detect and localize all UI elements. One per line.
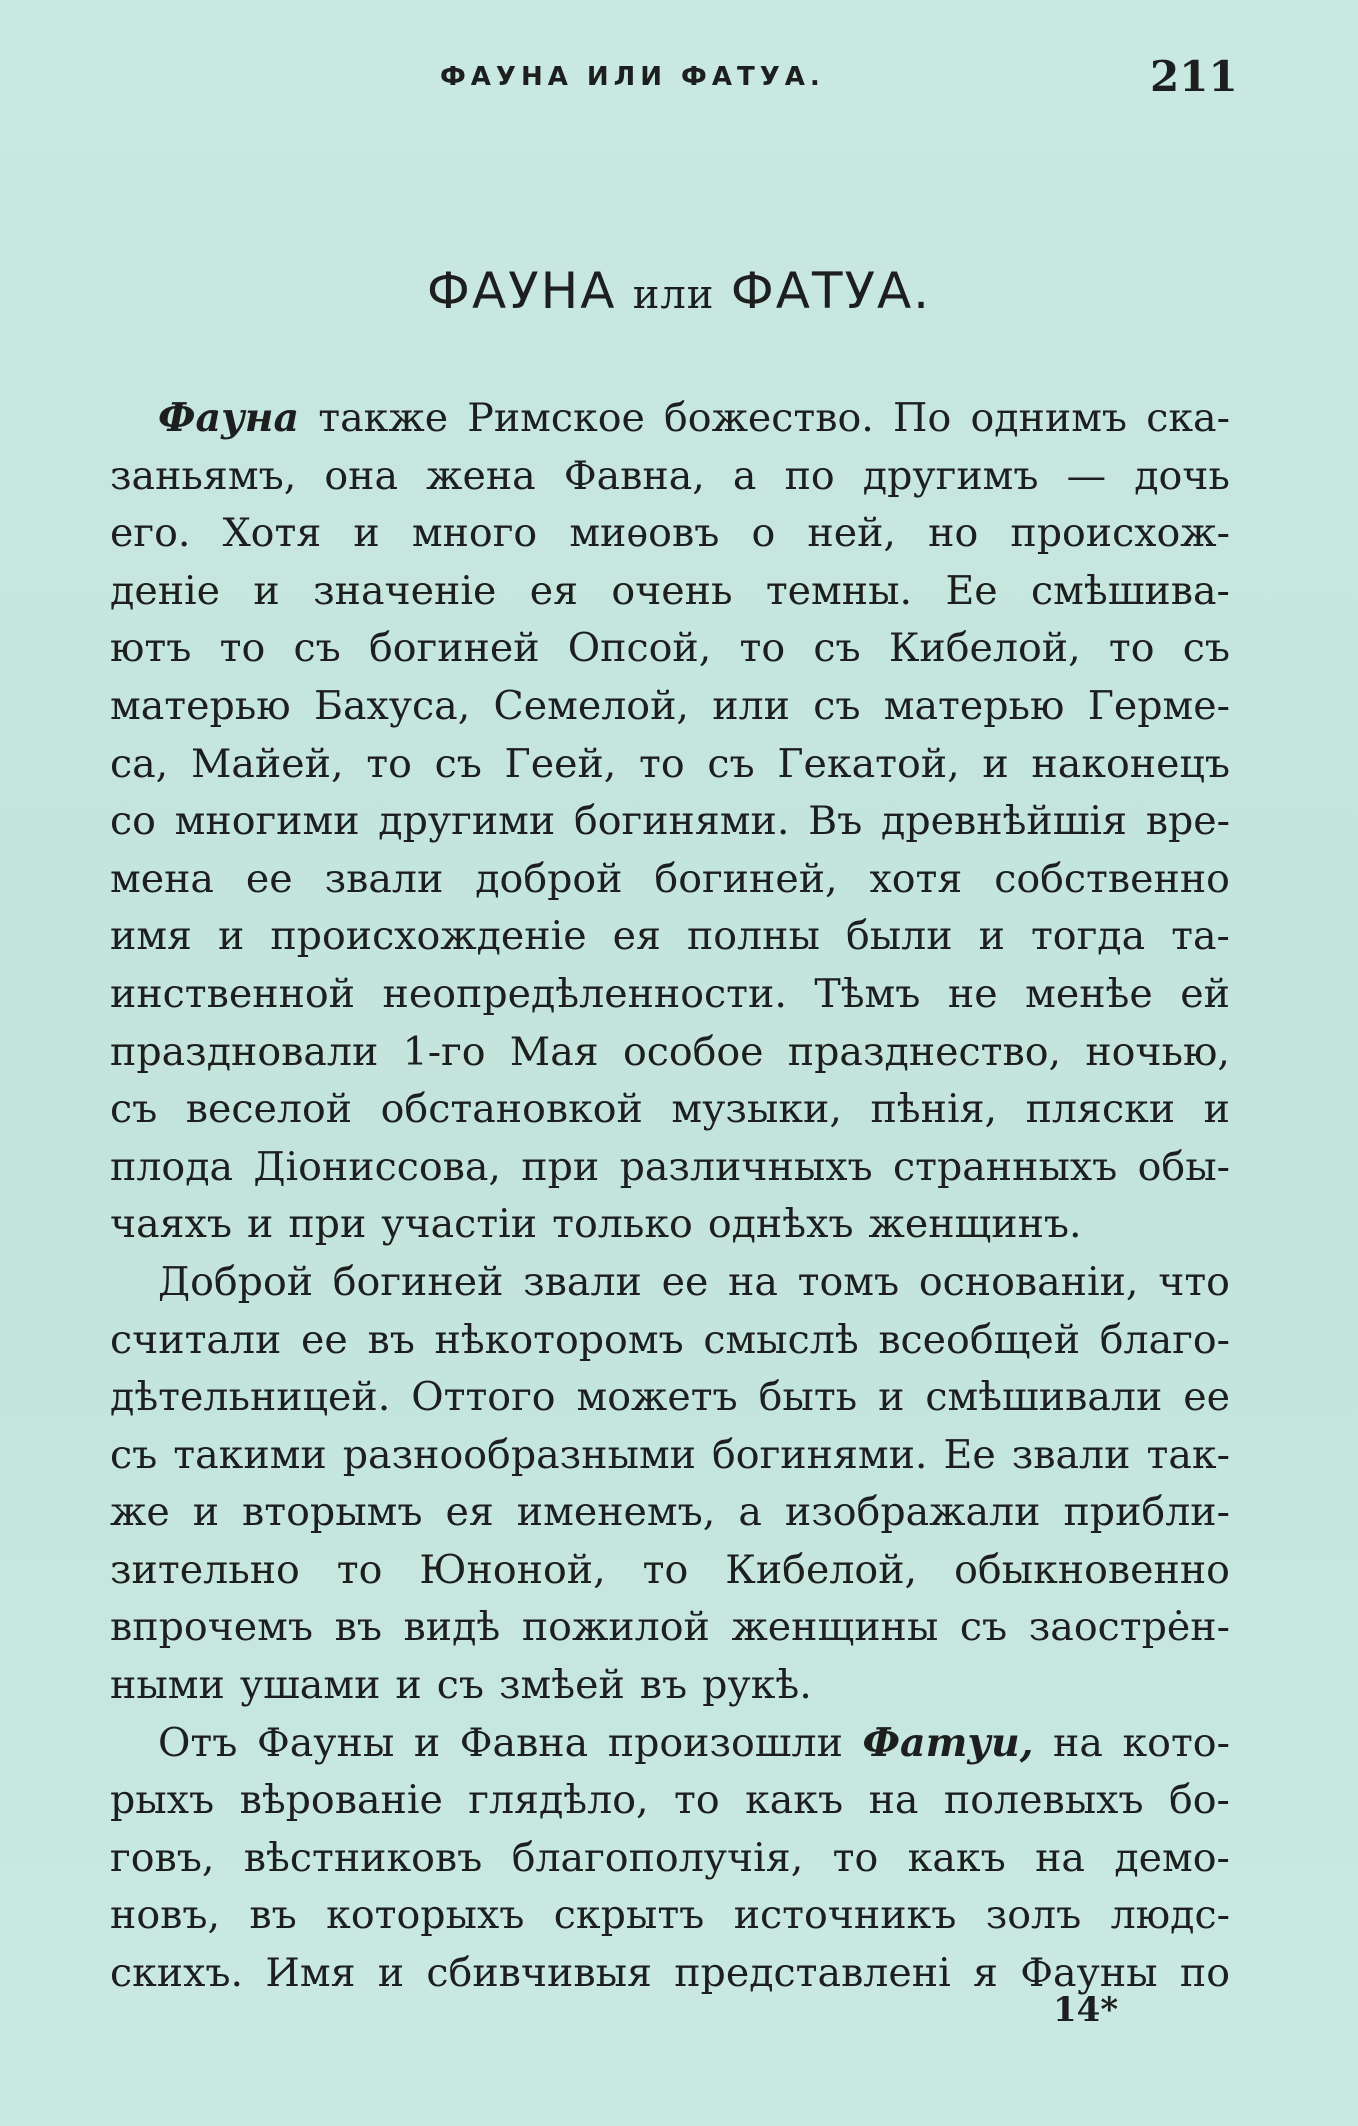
word: въ [249, 1892, 297, 1939]
word: Геей, [504, 740, 617, 787]
word: плода [110, 1143, 234, 1190]
word: изображали [784, 1489, 1041, 1536]
word: благополучія, [511, 1834, 804, 1881]
word: скихъ. [110, 1950, 244, 1997]
text-line [110, 1254, 1230, 1312]
word: богинями. [573, 798, 790, 845]
word: Опсой, [567, 625, 712, 672]
word: золъ [985, 1892, 1082, 1939]
word: Имя [265, 1950, 356, 1997]
word: звали [1011, 1431, 1131, 1478]
text-line [110, 908, 1230, 966]
word: съ [813, 625, 861, 672]
word: ными [110, 1662, 225, 1709]
word: участіи [381, 1201, 538, 1248]
word: тогда [1030, 913, 1146, 960]
word: я [973, 1950, 998, 1997]
word: то [366, 740, 412, 787]
word: на [868, 1777, 919, 1824]
word: не [947, 970, 998, 1017]
text-line [110, 851, 1230, 909]
word: богиней [332, 1258, 504, 1305]
word: та- [1171, 913, 1230, 960]
text-line [110, 966, 1230, 1024]
word: вторымъ [242, 1489, 423, 1536]
word: Отъ [158, 1719, 238, 1766]
word: Діониссова, [253, 1143, 501, 1190]
word: обы- [1137, 1143, 1230, 1190]
text-line [110, 620, 1230, 678]
word: Юноной, [419, 1546, 606, 1593]
word: собственно [994, 855, 1230, 902]
word: на [1053, 1719, 1103, 1766]
word: ее [661, 1258, 709, 1305]
title-part-2: ФАТУА. [730, 262, 932, 320]
word: также [318, 395, 449, 441]
word: зительно [110, 1546, 300, 1593]
word: однимъ [970, 395, 1128, 441]
word: и [413, 1719, 441, 1766]
word: темны. [765, 567, 913, 614]
word: веселой [185, 1086, 353, 1133]
word: только [552, 1201, 693, 1248]
word: менѣе [1025, 970, 1153, 1017]
text-line [110, 1599, 1230, 1657]
word: музыки, [671, 1086, 842, 1133]
word: происхож- [1010, 510, 1230, 557]
word: и [395, 1662, 422, 1709]
word: звали [324, 855, 444, 902]
word: смыслѣ [703, 1316, 859, 1363]
word: и [218, 913, 245, 960]
word: Оттого [411, 1374, 556, 1421]
word: Фауны [256, 1719, 395, 1766]
word: и [353, 510, 380, 557]
word: то [642, 1546, 689, 1593]
word: Семелой, [493, 682, 689, 729]
word: имя [110, 913, 192, 960]
word: странныхъ [893, 1143, 1118, 1190]
word: ей [1180, 970, 1230, 1017]
word: какъ [907, 1834, 1006, 1881]
word: на [728, 1258, 778, 1305]
word: по [1179, 1950, 1230, 1997]
word: пѣнія, [870, 1086, 998, 1133]
text-line [110, 1657, 1230, 1715]
text-line [110, 1427, 1230, 1485]
word: звали [523, 1258, 642, 1305]
word: рыхъ [110, 1777, 215, 1824]
word: ее [245, 855, 293, 902]
word: богиней, [654, 855, 838, 902]
text-line [110, 1715, 1230, 1773]
word: въ [639, 1662, 688, 1709]
word: то [336, 1546, 383, 1593]
word: Хотя [222, 510, 322, 557]
text-line [110, 793, 1230, 851]
word: съ [436, 1662, 484, 1709]
word: Мая [509, 1028, 599, 1075]
word: и [253, 567, 280, 614]
word: дѣтельницей. [110, 1374, 391, 1421]
word: ушами [239, 1662, 381, 1709]
word: и [878, 1374, 905, 1421]
word: празднество, [787, 1028, 1062, 1075]
word: впрочемъ [110, 1604, 313, 1651]
word: много [411, 510, 538, 557]
word: то [219, 625, 266, 672]
word: ютъ [110, 625, 192, 672]
word: съ [1182, 625, 1230, 672]
word: ска- [1146, 395, 1230, 441]
word: миѳовъ [569, 510, 720, 557]
word: Въ [808, 798, 863, 845]
word: праздновали [110, 1028, 379, 1075]
word: при [521, 1143, 600, 1190]
word: и [978, 913, 1005, 960]
word: можетъ [576, 1374, 738, 1421]
word: Кибелой, [725, 1546, 918, 1593]
word: полны [686, 913, 820, 960]
word: были [845, 913, 953, 960]
word: съ [707, 740, 755, 787]
text-line [110, 1024, 1230, 1082]
word: томъ [797, 1258, 900, 1305]
word: говъ, [110, 1834, 215, 1881]
word: женщины [731, 1604, 939, 1651]
word: другими [378, 798, 556, 845]
text-line [110, 448, 1230, 506]
word: так- [1146, 1431, 1230, 1478]
word: съ [110, 1086, 158, 1133]
word: бо- [1169, 1777, 1230, 1824]
word: смѣшивали [925, 1374, 1163, 1421]
word: глядѣло, [468, 1777, 649, 1824]
text-line [110, 1484, 1230, 1542]
article-title [0, 262, 1358, 320]
word: съ [434, 740, 482, 787]
word: то [832, 1834, 879, 1881]
word: заостре̇н- [1028, 1604, 1230, 1651]
word: богиней [368, 625, 540, 672]
word: Доброй [158, 1258, 314, 1305]
word: съ [293, 625, 341, 672]
word: благо- [1099, 1316, 1230, 1363]
text-line [110, 1830, 1230, 1888]
word: людс- [1110, 1892, 1230, 1939]
word: доброй [475, 855, 623, 902]
word: мена [110, 855, 214, 902]
word: По [893, 395, 952, 441]
word: источникъ [733, 1892, 957, 1939]
word: Кибелой, [888, 625, 1081, 672]
word: — [1066, 452, 1107, 499]
word: которыхъ [326, 1892, 525, 1939]
word: очень [611, 567, 733, 614]
text-line [110, 1196, 1230, 1254]
word: однѣхъ [707, 1201, 854, 1248]
text-line [110, 1542, 1230, 1600]
word: то [1108, 625, 1155, 672]
word: и [982, 740, 1009, 787]
word: что [1158, 1258, 1230, 1305]
word: на [1035, 1834, 1085, 1881]
word: въ [334, 1604, 382, 1651]
word: деніе [110, 567, 221, 614]
word: ней, [807, 510, 896, 557]
word: со [110, 798, 156, 845]
word: а [738, 1489, 762, 1536]
word: то [639, 740, 685, 787]
word: дочь [1134, 452, 1230, 499]
word: демо- [1114, 1834, 1230, 1881]
word: съ [959, 1604, 1008, 1651]
word: неопредѣленности. [382, 970, 787, 1017]
word: представлені [674, 1950, 951, 1997]
word: Фавна, [563, 452, 705, 499]
text-line [110, 736, 1230, 794]
word: матерью [110, 682, 291, 729]
word: ея [529, 567, 578, 614]
text-line [110, 1139, 1230, 1197]
word: Тѣмъ [814, 970, 921, 1017]
word: особое [622, 1028, 764, 1075]
word: ея [445, 1489, 494, 1536]
word: Герме- [1087, 682, 1230, 729]
word: инственной [110, 970, 356, 1017]
emphasized-term: Фатуи, [862, 1719, 1034, 1766]
word: его. [110, 510, 191, 557]
word: какъ [745, 1777, 844, 1824]
text-line [110, 1772, 1230, 1830]
text-line [110, 390, 1230, 448]
text-line [110, 678, 1230, 736]
word: смѣшива- [1031, 567, 1230, 614]
word: пляски [1025, 1086, 1176, 1133]
word: хотя [869, 855, 963, 902]
word: быть [758, 1374, 858, 1421]
word: произошли [607, 1719, 843, 1766]
word: и [247, 1201, 274, 1248]
word: нѣкоторомъ [434, 1316, 684, 1363]
word: считали [110, 1316, 282, 1363]
word: полевыхъ [943, 1777, 1144, 1824]
word: другимъ [862, 452, 1039, 499]
title-part-1: ФАУНА [426, 262, 617, 320]
word: древнѣйшія [881, 798, 1127, 845]
word: Гекатой, [777, 740, 960, 787]
word: а [732, 452, 757, 499]
word: Ее [943, 1431, 996, 1478]
word: сбивчивыя [426, 1950, 652, 1997]
word: и [1203, 1086, 1230, 1133]
signature-mark: 14* [1053, 1990, 1119, 2030]
word: кото- [1122, 1719, 1230, 1766]
word: женщинъ. [868, 1201, 1082, 1248]
word: она [324, 452, 399, 499]
word: обыкновенно [954, 1546, 1230, 1593]
word: вре- [1145, 798, 1230, 845]
word: то [739, 625, 786, 672]
word: основаніи, [918, 1258, 1139, 1305]
word: разнообразными [342, 1431, 697, 1478]
word: Бахуса, [313, 682, 471, 729]
word: скрытъ [553, 1892, 705, 1939]
word: рукѣ. [702, 1662, 812, 1709]
word: пожилой [521, 1604, 710, 1651]
word: Римское [467, 395, 645, 441]
title-conjunction: или [632, 272, 715, 318]
word: видѣ [403, 1604, 501, 1651]
text-line [110, 563, 1230, 621]
word: божество. [664, 395, 874, 441]
word: матерью [883, 682, 1065, 729]
word: ее [1183, 1374, 1230, 1421]
word: и [377, 1950, 405, 1997]
word: новъ, [110, 1892, 221, 1939]
word: Майей, [190, 740, 344, 787]
word: значеніе [313, 567, 497, 614]
word: богинями. [712, 1431, 928, 1478]
word: или [712, 682, 790, 729]
word: жена [426, 452, 536, 499]
word: змѣей [499, 1662, 625, 1709]
word: происхожденіе [270, 913, 587, 960]
word: и [192, 1489, 220, 1536]
word: обстановкой [380, 1086, 643, 1133]
text-line [110, 1081, 1230, 1139]
word: ея [612, 913, 661, 960]
word: въ [367, 1316, 415, 1363]
word: же [110, 1489, 170, 1536]
word: по [784, 452, 835, 499]
word: ночью, [1085, 1028, 1230, 1075]
word: заньямъ, [110, 452, 297, 499]
word: Ее [945, 567, 998, 614]
word: Фавна [459, 1719, 589, 1766]
word: ее [301, 1316, 348, 1363]
word: са, [110, 740, 169, 787]
emphasized-term: Фауна [158, 395, 300, 441]
article-body [110, 390, 1230, 2003]
word: 1-го [402, 1028, 486, 1075]
word: наконецъ [1031, 740, 1230, 787]
word: при [288, 1201, 367, 1248]
text-line [110, 505, 1230, 563]
word: различныхъ [619, 1143, 873, 1190]
word: о [751, 510, 776, 557]
word: то [673, 1777, 720, 1824]
text-line [110, 1887, 1230, 1945]
word: вѣрованіе [239, 1777, 443, 1824]
text-line [110, 1369, 1230, 1427]
word: такими [173, 1431, 327, 1478]
word: съ [110, 1431, 158, 1478]
word: многими [174, 798, 360, 845]
word: чаяхъ [110, 1201, 232, 1248]
word: съ [813, 682, 861, 729]
text-line [110, 1312, 1230, 1370]
page-number: 211 [1150, 52, 1238, 101]
word: именемъ, [516, 1489, 716, 1536]
word: но [928, 510, 979, 557]
word: всеобщей [878, 1316, 1081, 1363]
word: Фауны [1020, 1950, 1158, 1997]
word: вѣстниковъ [243, 1834, 483, 1881]
word: прибли- [1063, 1489, 1230, 1536]
running-head: ФАУНА ИЛИ ФАТУА. [440, 62, 825, 92]
